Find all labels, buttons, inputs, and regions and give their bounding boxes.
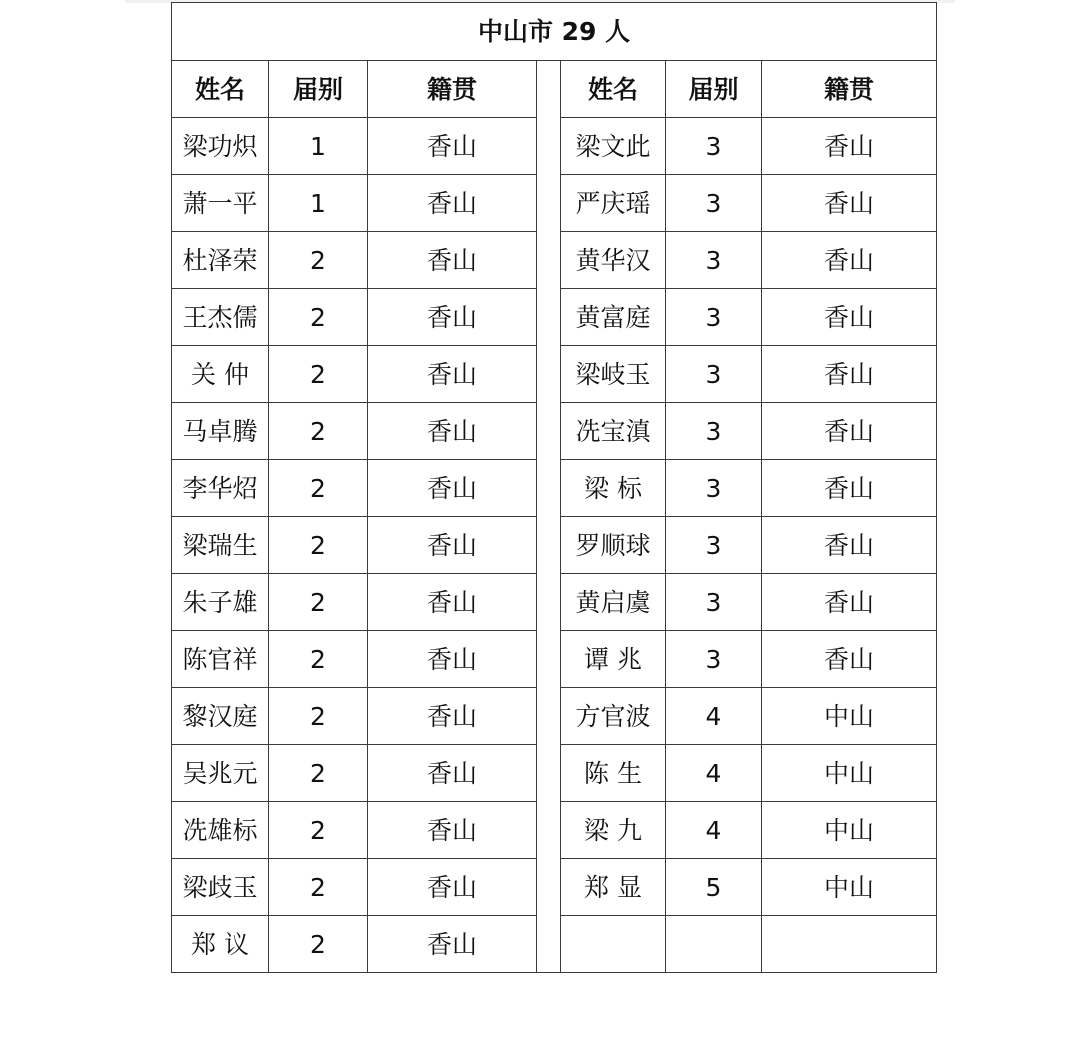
class-cell-right: 5: [666, 859, 762, 916]
origin-cell-left: 香山: [368, 859, 537, 916]
class-cell-left: 2: [269, 574, 368, 631]
class-cell-left: 2: [269, 403, 368, 460]
name-cell-right: 黄富庭: [561, 289, 666, 346]
origin-cell-right: [762, 916, 937, 973]
name-cell-right: 严庆瑶: [561, 175, 666, 232]
class-cell-left: 2: [269, 289, 368, 346]
header-name-left: 姓名: [172, 61, 269, 118]
column-gap: [537, 61, 561, 973]
name-cell-right: 梁岐玉: [561, 346, 666, 403]
class-cell-left: 2: [269, 916, 368, 973]
header-name-right: 姓名: [561, 61, 666, 118]
class-cell-right: 3: [666, 346, 762, 403]
origin-cell-left: 香山: [368, 631, 537, 688]
origin-cell-left: 香山: [368, 745, 537, 802]
class-cell-right: 3: [666, 403, 762, 460]
origin-cell-left: 香山: [368, 118, 537, 175]
class-cell-left: 2: [269, 631, 368, 688]
header-class-right: 届别: [666, 61, 762, 118]
name-cell-left: 郑 议: [172, 916, 269, 973]
class-cell-left: 2: [269, 232, 368, 289]
name-cell-right: [561, 916, 666, 973]
origin-cell-left: 香山: [368, 460, 537, 517]
class-cell-right: 4: [666, 745, 762, 802]
name-cell-left: 关 仲: [172, 346, 269, 403]
name-cell-right: 黄华汉: [561, 232, 666, 289]
origin-cell-right: 中山: [762, 802, 937, 859]
origin-cell-right: 香山: [762, 403, 937, 460]
origin-cell-right: 中山: [762, 688, 937, 745]
class-cell-right: 3: [666, 175, 762, 232]
class-cell-left: 2: [269, 517, 368, 574]
origin-cell-left: 香山: [368, 802, 537, 859]
name-cell-left: 朱子雄: [172, 574, 269, 631]
origin-cell-right: 中山: [762, 745, 937, 802]
class-cell-right: 3: [666, 289, 762, 346]
origin-cell-left: 香山: [368, 517, 537, 574]
origin-cell-left: 香山: [368, 289, 537, 346]
header-origin-left: 籍贯: [368, 61, 537, 118]
origin-cell-right: 香山: [762, 118, 937, 175]
origin-cell-right: 香山: [762, 517, 937, 574]
header-row: [172, 61, 937, 118]
name-cell-left: 陈官祥: [172, 631, 269, 688]
name-cell-right: 梁 标: [561, 460, 666, 517]
origin-cell-right: 香山: [762, 460, 937, 517]
class-cell-right: [666, 916, 762, 973]
class-cell-left: 2: [269, 802, 368, 859]
origin-cell-right: 香山: [762, 232, 937, 289]
name-cell-right: 陈 生: [561, 745, 666, 802]
origin-cell-left: 香山: [368, 232, 537, 289]
class-cell-right: 3: [666, 460, 762, 517]
origin-cell-right: 香山: [762, 574, 937, 631]
class-cell-right: 3: [666, 517, 762, 574]
class-cell-left: 2: [269, 346, 368, 403]
name-cell-right: 黄启虞: [561, 574, 666, 631]
name-cell-right: 罗顺球: [561, 517, 666, 574]
class-cell-right: 3: [666, 118, 762, 175]
title-row: [172, 3, 937, 61]
header-class-left: 届别: [269, 61, 368, 118]
name-cell-left: 李华炤: [172, 460, 269, 517]
class-cell-right: 4: [666, 802, 762, 859]
name-cell-right: 梁文此: [561, 118, 666, 175]
origin-cell-left: 香山: [368, 403, 537, 460]
class-cell-left: 1: [269, 175, 368, 232]
name-cell-left: 马卓腾: [172, 403, 269, 460]
name-cell-right: 方官波: [561, 688, 666, 745]
name-cell-right: 冼宝滇: [561, 403, 666, 460]
name-cell-right: 谭 兆: [561, 631, 666, 688]
origin-cell-right: 中山: [762, 859, 937, 916]
origin-cell-left: 香山: [368, 574, 537, 631]
class-cell-left: 2: [269, 859, 368, 916]
name-cell-left: 梁功炽: [172, 118, 269, 175]
header-origin-right: 籍贯: [762, 61, 937, 118]
name-cell-right: 郑 显: [561, 859, 666, 916]
name-cell-left: 杜泽荣: [172, 232, 269, 289]
origin-cell-left: 香山: [368, 346, 537, 403]
class-cell-right: 3: [666, 631, 762, 688]
name-cell-left: 黎汉庭: [172, 688, 269, 745]
name-cell-left: 梁歧玉: [172, 859, 269, 916]
class-cell-right: 3: [666, 574, 762, 631]
origin-cell-left: 香山: [368, 688, 537, 745]
document-sheet: [171, 2, 936, 980]
name-cell-left: 吴兆元: [172, 745, 269, 802]
origin-cell-left: 香山: [368, 175, 537, 232]
roster-table: [171, 2, 937, 973]
origin-cell-right: 香山: [762, 175, 937, 232]
name-cell-left: 王杰儒: [172, 289, 269, 346]
class-cell-left: 2: [269, 688, 368, 745]
origin-cell-right: 香山: [762, 289, 937, 346]
origin-cell-right: 香山: [762, 631, 937, 688]
class-cell-left: 2: [269, 745, 368, 802]
class-cell-left: 2: [269, 460, 368, 517]
origin-cell-left: 香山: [368, 916, 537, 973]
class-cell-right: 3: [666, 232, 762, 289]
class-cell-right: 4: [666, 688, 762, 745]
name-cell-left: 梁瑞生: [172, 517, 269, 574]
name-cell-left: 萧一平: [172, 175, 269, 232]
class-cell-left: 1: [269, 118, 368, 175]
name-cell-right: 梁 九: [561, 802, 666, 859]
table-title: 中山市 29 人: [172, 3, 937, 61]
origin-cell-right: 香山: [762, 346, 937, 403]
name-cell-left: 冼雄标: [172, 802, 269, 859]
